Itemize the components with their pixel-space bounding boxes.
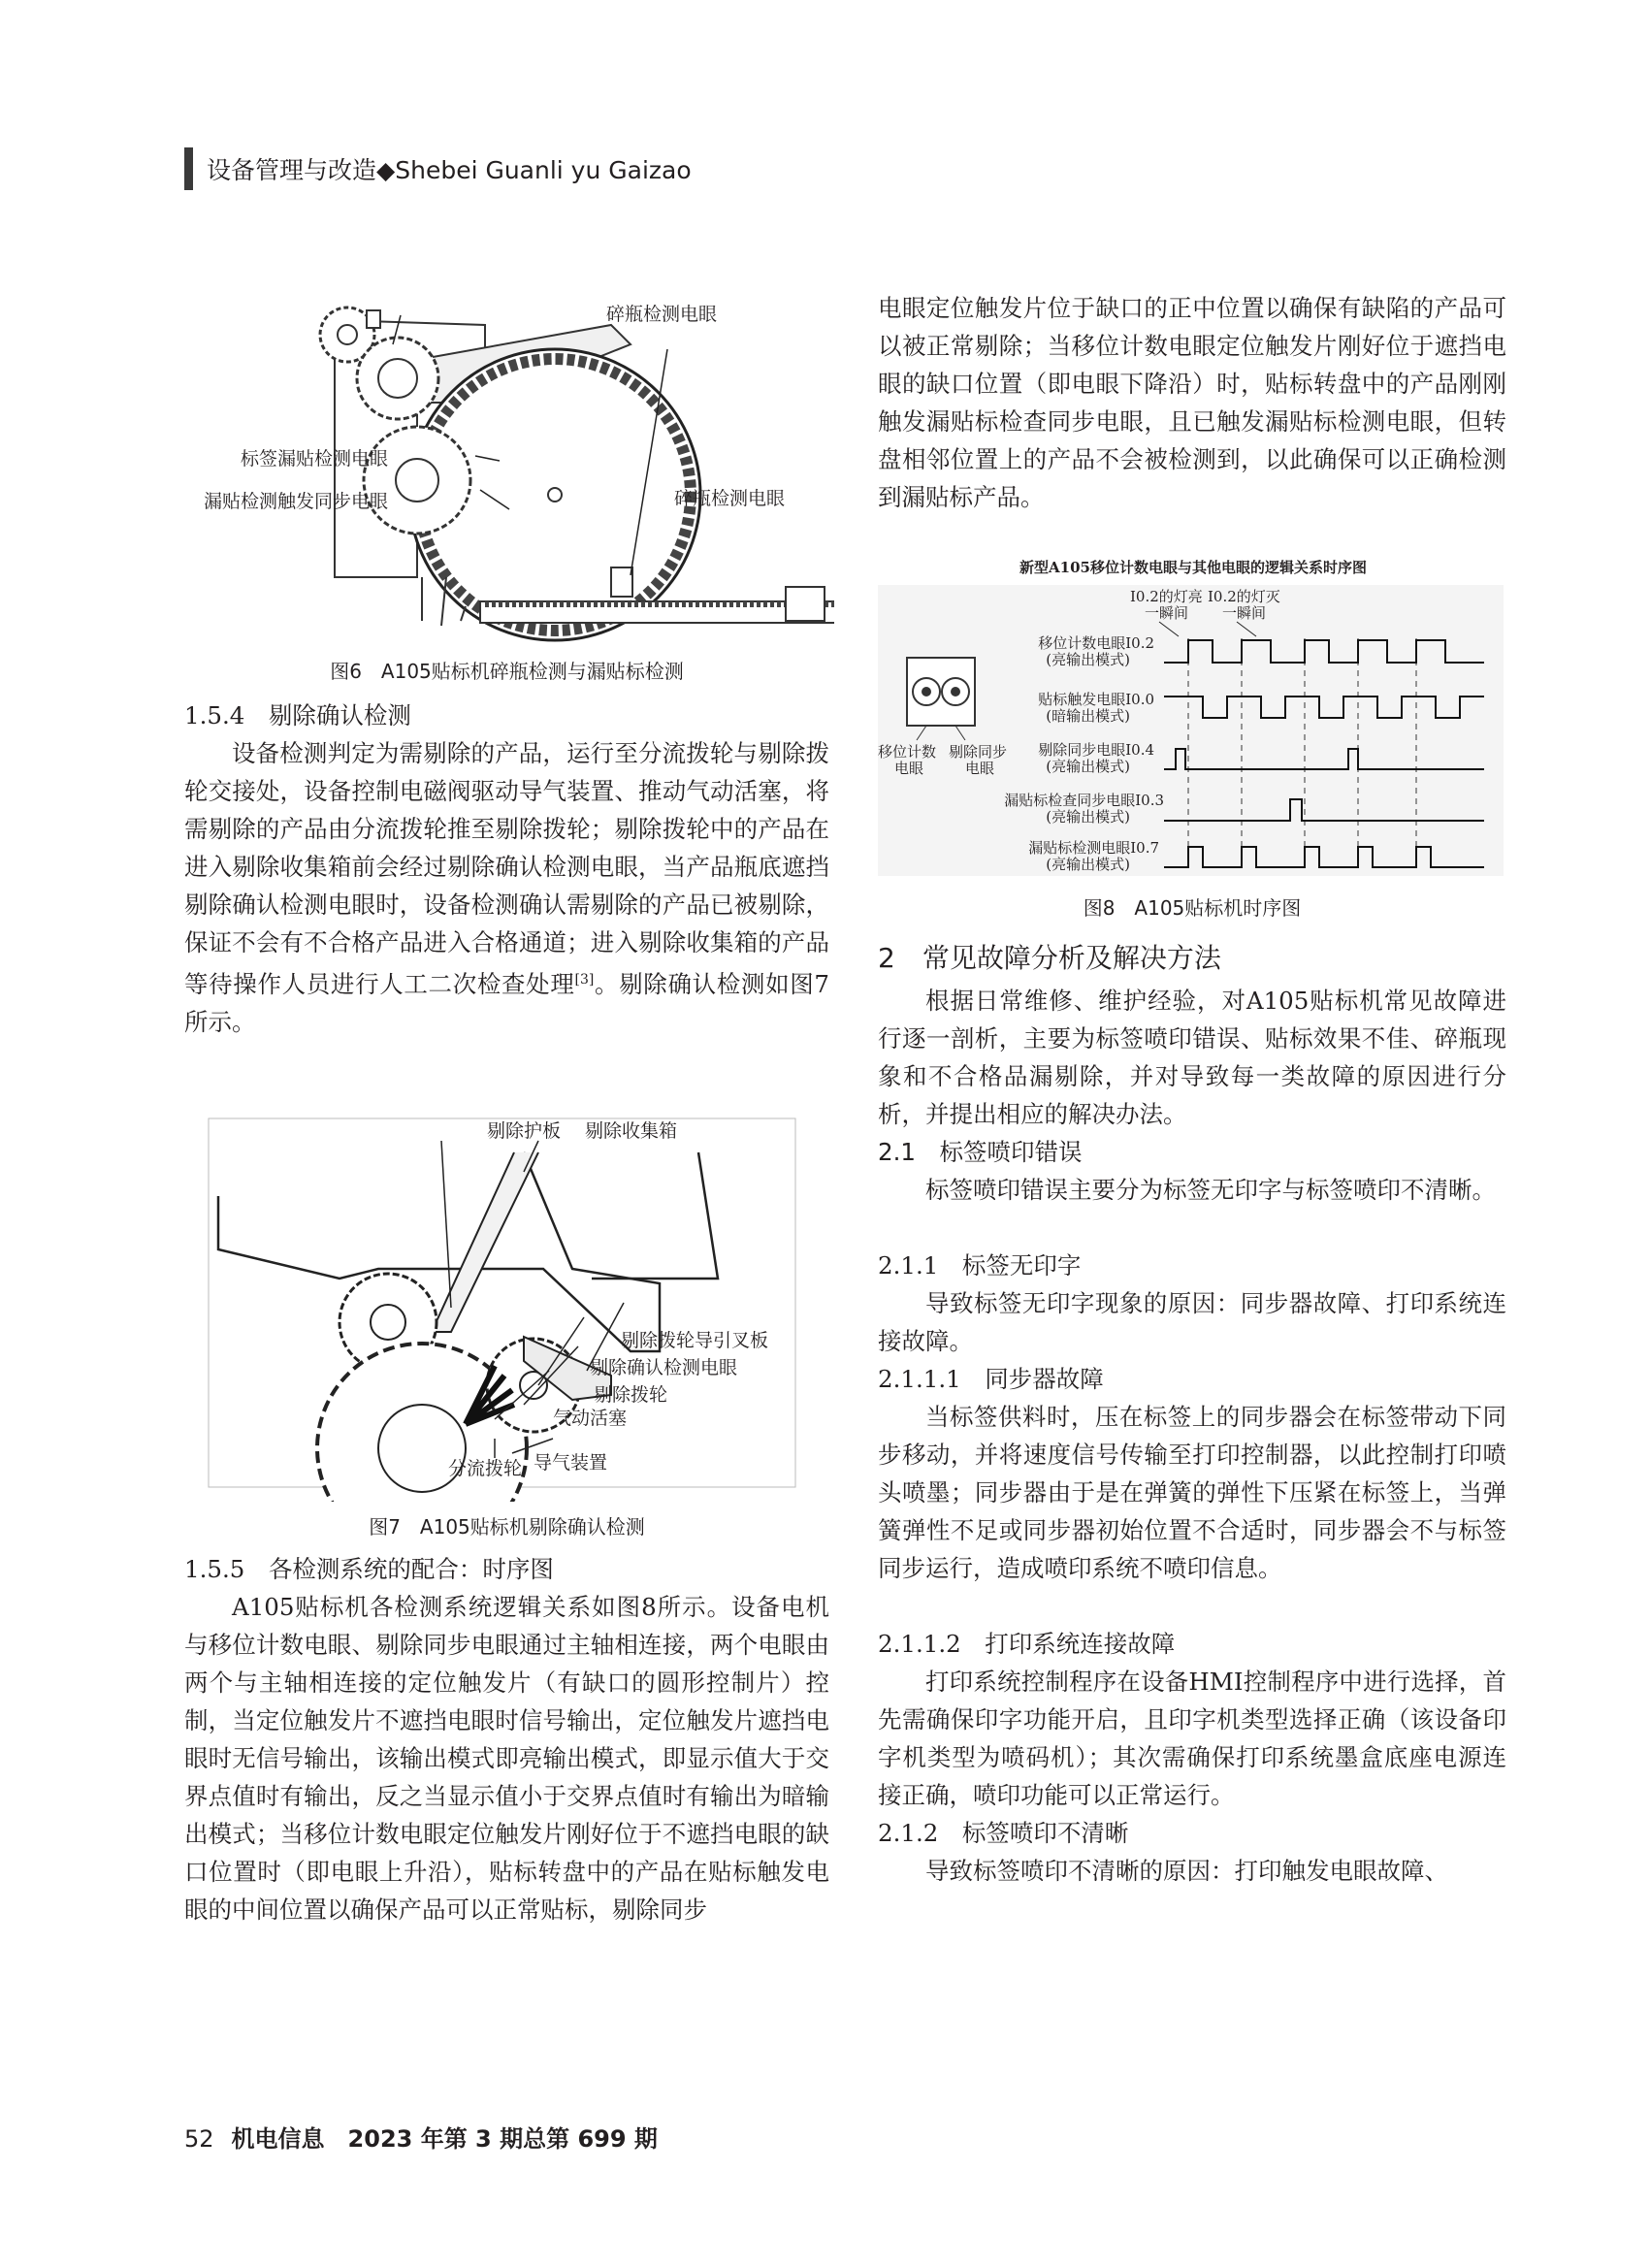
figure-6 xyxy=(194,286,834,645)
section-2-1-2-heading: 2.1.2 标签喷印不清晰 xyxy=(878,1819,1129,1847)
fig8-signal-5-mode: (亮输出模式) xyxy=(1046,856,1130,873)
figure-7-caption: 图7 A105贴标机剔除确认检测 xyxy=(369,1515,645,1539)
section-2-heading: 2 常见故障分析及解决方法 xyxy=(878,942,1221,974)
fig8-top-label-off: I0.2的灯灭 xyxy=(1208,588,1280,605)
section-2-1-1-2-heading: 2.1.1.2 打印系统连接故障 xyxy=(878,1630,1176,1658)
footer-journal: 机电信息 2023 年第 3 期总第 699 期 xyxy=(231,2125,658,2153)
journal-header-text: 设备管理与改造◆Shebei Guanli yu Gaizao xyxy=(207,156,692,184)
fig6-label-broken-bottle-right: 碎瓶检测电眼 xyxy=(674,488,786,509)
fig7-label-collection-box: 剔除收集箱 xyxy=(585,1120,678,1142)
section-2-1-body xyxy=(878,1171,1506,1209)
fig8-signal-4-mode: (亮输出模式) xyxy=(1046,808,1130,826)
fig8-title: 新型A105移位计数电眼与其他电眼的逻辑关系时序图 xyxy=(1019,559,1367,576)
section-2-1-2-body xyxy=(878,1852,1506,1890)
s154-text-end: 。剔除确认检测如图7所示。 xyxy=(184,970,829,1037)
section-1-5-5-body xyxy=(184,1588,829,1928)
page-footer xyxy=(184,2120,658,2154)
figure-7 xyxy=(204,1114,805,1502)
section-2-1-heading: 2.1 标签喷印错误 xyxy=(878,1138,1083,1166)
fig8-signal-1-mode: (亮输出模式) xyxy=(1046,651,1130,668)
fig7-label-guide-fork: 剔除拨轮导引叉板 xyxy=(621,1330,769,1351)
fig8-device-label-1b: 电眼 xyxy=(894,760,924,777)
section-1-5-5-heading: 1.5.5 各检测系统的配合：时序图 xyxy=(184,1555,554,1583)
fig7-label-confirm-sensor: 剔除确认检测电眼 xyxy=(590,1357,738,1378)
s154-text: 设备检测判定为需剔除的产品，运行至分流拨轮与剔除拨轮交接处，设备控制电磁阀驱动导气装置、推动气动活塞，将需剔除的产品由分流拨轮推至剔除拨轮；剔除拨轮中的产品在进入剔除收集箱前会经过剔除确认检测电眼，当产品瓶底遮挡剔除确认检测电眼时，设备检测确认需剔除的产品已被剔除，保证不会有不合格产品进入合格通道；进入剔除收集箱的产品等待操作人员进行人工二次检查处理 xyxy=(184,739,829,999)
section-2-1-1-1-body xyxy=(878,1398,1506,1587)
fig8-top-label-off-instant: 一瞬间 xyxy=(1222,604,1267,622)
s2-text: 根据日常维修、维护经验，对A105贴标机常见故障进行逐一剖析，主要为标签喷印错误、贴标效果不佳、碎瓶现象和不合格品漏剔除，并对导致每一类故障的原因进行分析，并提出相应的解决办法。 xyxy=(878,987,1506,1128)
fig8-top-label-on: I0.2的灯亮 xyxy=(1130,588,1203,605)
figure-8 xyxy=(873,551,1508,881)
right-column-continuation xyxy=(878,289,1506,516)
fig8-signal-4-name: 漏贴标检查同步电眼I0.3 xyxy=(1004,792,1164,809)
fig8-signal-2-name: 贴标触发电眼I0.0 xyxy=(1038,691,1154,708)
s21-text: 标签喷印错误主要分为标签无印字与标签喷印不清晰。 xyxy=(925,1176,1496,1204)
section-2-1-1-heading: 2.1.1 标签无印字 xyxy=(878,1251,1082,1280)
fig6-label-missing-label-sensor: 标签漏贴检测电眼 xyxy=(241,448,389,470)
header-bar xyxy=(184,147,193,190)
fig7-label-air-piston: 气动活塞 xyxy=(553,1408,628,1429)
s2112-text: 打印系统控制程序在设备HMI控制程序中进行选择，首先需确保印字功能开启，且印字机类型选择正确（该设备印字机类型为喷码机）；其次需确保打印系统墨盒底座电源连接正确，喷印功能可以正常运行。 xyxy=(878,1668,1506,1809)
page-number: 52 xyxy=(184,2125,214,2153)
fig7-label-divider-wheel: 分流拨轮 xyxy=(448,1458,523,1479)
fig8-device-label-2a: 剔除同步 xyxy=(949,743,1008,761)
cont-text: 电眼定位触发片位于缺口的正中位置以确保有缺陷的产品可以被正常剔除；当移位计数电眼定位触发片刚好位于遮挡电眼的缺口位置（即电眼下降沿）时，贴标转盘中的产品刚刚触发漏贴标检查同步电眼，且已触发漏贴标检测电眼，但转盘相邻位置上的产品不会被检测到，以此确保可以正确检测到漏贴标产品。 xyxy=(878,294,1506,511)
fig8-top-label-on-instant: 一瞬间 xyxy=(1145,604,1189,622)
fig6-label-trigger-sync-sensor: 漏贴检测触发同步电眼 xyxy=(204,491,389,512)
section-2-1-1-body xyxy=(878,1284,1506,1360)
fig8-signal-3-mode: (亮输出模式) xyxy=(1046,758,1130,775)
fig8-signal-3-name: 剔除同步电眼I0.4 xyxy=(1038,741,1154,759)
fig7-label-guard-plate: 剔除护板 xyxy=(487,1120,562,1142)
figure-6-caption: 图6 A105贴标机碎瓶检测与漏贴标检测 xyxy=(330,660,684,683)
fig8-signal-1-name: 移位计数电眼I0.2 xyxy=(1038,634,1154,652)
fig8-device-label-1a: 移位计数 xyxy=(878,743,937,761)
citation-ref: [3] xyxy=(574,972,595,988)
s211-text: 导致标签无印字现象的原因：同步器故障、打印系统连接故障。 xyxy=(878,1289,1506,1355)
section-1-5-4-heading: 1.5.4 剔除确认检测 xyxy=(184,701,411,729)
fig7-label-air-guide: 导气装置 xyxy=(534,1452,608,1474)
section-1-5-4-body xyxy=(184,734,829,1041)
s2111-text: 当标签供料时，压在标签上的同步器会在标签带动下同步移动，并将速度信号传输至打印控制器，以此控制打印喷头喷墨；同步器由于是在弹簧的弹性下压紧在标签上，当弹簧弹性不足或同步器初始位置不合适时，同步器会不与标签同步运行，造成喷印系统不喷印信息。 xyxy=(878,1403,1506,1582)
section-2-body xyxy=(878,982,1506,1133)
running-header xyxy=(184,146,692,192)
fig6-label-broken-bottle-top: 碎瓶检测电眼 xyxy=(606,304,718,325)
s155-text: A105贴标机各检测系统逻辑关系如图8所示。设备电机与移位计数电眼、剔除同步电眼通过主轴相连接，两个电眼由两个与主轴相连接的定位触发片（有缺口的圆形控制片）控制，当定位触发片不遮挡电眼时信号输出，定位触发片遮挡电眼时无信号输出，该输出模式即亮输出模式，即显示值大于交界点值时有输出，反之当显示值小于交界点值时有输出为暗输出模式；当移位计数电眼定位触发片刚好位于不遮挡电眼的缺口位置时（即电眼上升沿），贴标转盘中的产品在贴标触发电眼的中间位置以确保产品可以正常贴标，剔除同步 xyxy=(184,1593,829,1924)
fig7-label-reject-wheel: 剔除拨轮 xyxy=(594,1384,668,1406)
fig8-signal-2-mode: (暗输出模式) xyxy=(1046,707,1130,725)
figure-8-caption: 图8 A105贴标机时序图 xyxy=(1083,896,1302,920)
s212-text: 导致标签喷印不清晰的原因：打印触发电眼故障、 xyxy=(925,1857,1448,1885)
section-2-1-1-2-body xyxy=(878,1663,1506,1814)
fig8-signal-5-name: 漏贴标检测电眼I0.7 xyxy=(1028,839,1159,857)
fig8-device-label-2b: 电眼 xyxy=(965,760,995,777)
section-2-1-1-1-heading: 2.1.1.1 同步器故障 xyxy=(878,1365,1104,1393)
